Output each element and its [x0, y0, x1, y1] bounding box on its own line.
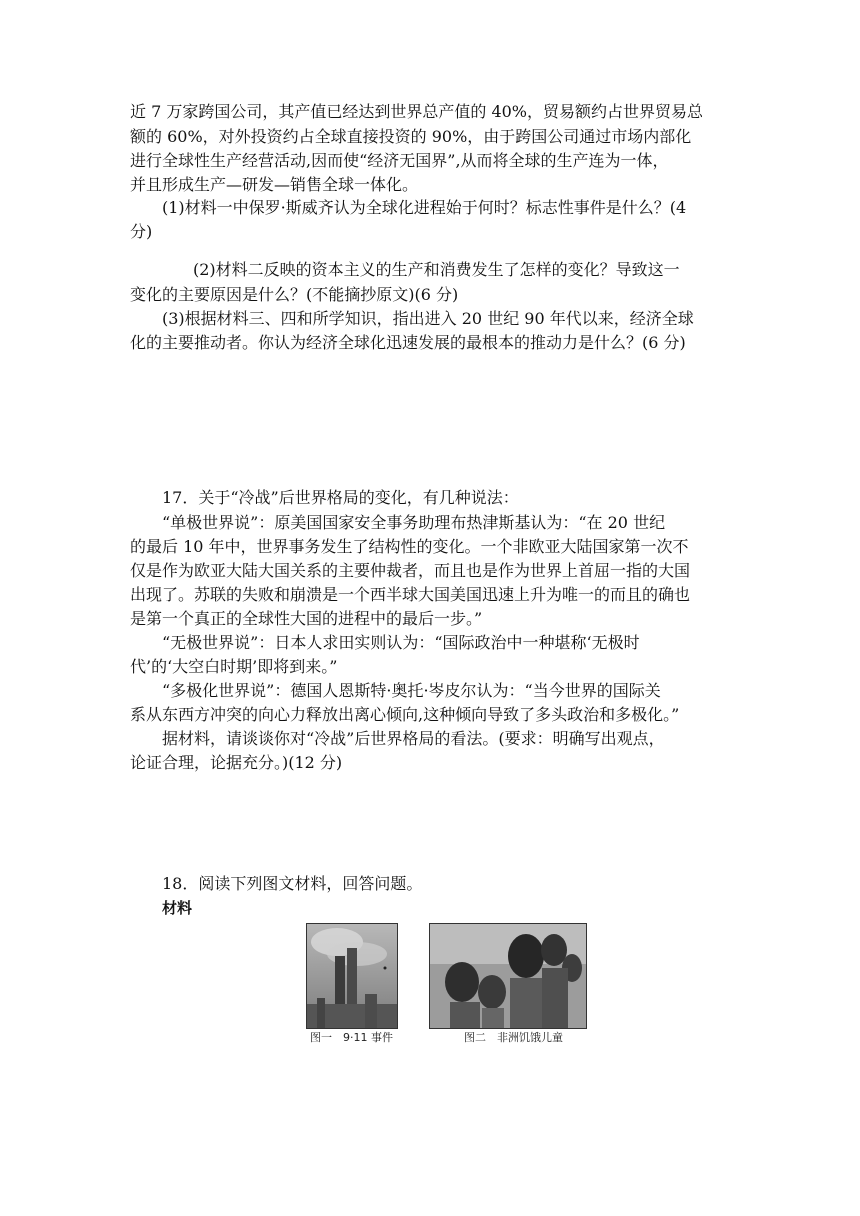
question-17-line: “单极世界说”：原美国国家安全事务助理布热津斯基认为：“在 20 世纪 — [162, 513, 666, 532]
material-line: 额的 60%，对外投资约占全球直接投资的 90%，由于跨国公司通过市场内部化 — [130, 127, 692, 146]
figure-2-caption: 图二 非洲饥饿儿童 — [464, 1031, 563, 1044]
question-2-line: (2)材料二反映的资本主义的生产和消费发生了怎样的变化？导致这一 — [193, 260, 680, 279]
question-3-line: 化的主要推动者。你认为经济全球化迅速发展的最根本的推动力是什么？(6 分) — [130, 333, 686, 352]
material-line: 进行全球性生产经营活动,因而使“经济无国界”,从而将全球的生产连为一体， — [130, 151, 669, 170]
question-18-heading: 18．阅读下列图文材料，回答问题。 — [162, 874, 423, 893]
question-1-line: 分) — [130, 222, 153, 241]
question-17-line: 出现了。苏联的失败和崩溃是一个西半球大国美国迅速上升为唯一的而且的确也 — [130, 585, 691, 604]
question-1-line: (1)材料一中保罗·斯威齐认为全球化进程始于何时？标志性事件是什么？(4 — [162, 198, 687, 217]
material-line: 并且形成生产—研发—销售全球一体化。 — [130, 175, 419, 194]
figure-2-photo — [429, 923, 587, 1029]
figure-1-caption: 图一 9·11 事件 — [310, 1031, 393, 1044]
question-17-line: “无极世界说”：日本人求田实则认为：“国际政治中一种堪称‘无极时 — [162, 633, 640, 652]
african-children-image — [430, 924, 586, 1028]
question-17-line: 系从东西方冲突的向心力释放出离心倾向,这种倾向导致了多头政治和多极化。” — [130, 705, 680, 724]
question-17-line: 是第一个真正的全球性大国的进程中的最后一步。” — [130, 609, 483, 628]
material-label: 材料 — [162, 899, 193, 917]
september-11-image — [307, 924, 397, 1028]
material-line: 近 7 万家跨国公司，其产值已经达到世界总产值的 40%，贸易额约占世界贸易总 — [130, 102, 704, 121]
question-17-line: 代’的‘大空白时期’即将到来。” — [130, 657, 338, 676]
question-17-line: “多极化世界说”：德国人恩斯特·奥托·岑皮尔认为：“当今世界的国际关 — [162, 681, 661, 700]
figure-1-photo — [306, 923, 398, 1029]
question-17-line: 仅是作为欧亚大陆大国关系的主要仲裁者，而且也是作为世界上首屈一指的大国 — [130, 561, 691, 580]
question-17-line: 论证合理，论据充分。)(12 分) — [130, 753, 343, 772]
question-17-heading: 17．关于“冷战”后世界格局的变化，有几种说法： — [162, 488, 519, 507]
question-2-line: 变化的主要原因是什么？(不能摘抄原文)(6 分) — [130, 285, 459, 304]
question-17-line: 据材料，请谈谈你对“冷战”后世界格局的看法。(要求：明确写出观点， — [162, 729, 665, 748]
question-3-line: (3)根据材料三、四和所学知识，指出进入 20 世纪 90 年代以来，经济全球 — [162, 309, 694, 328]
question-17-line: 的最后 10 年中，世界事务发生了结构性的变化。一个非欧亚大陆国家第一次不 — [130, 537, 689, 556]
